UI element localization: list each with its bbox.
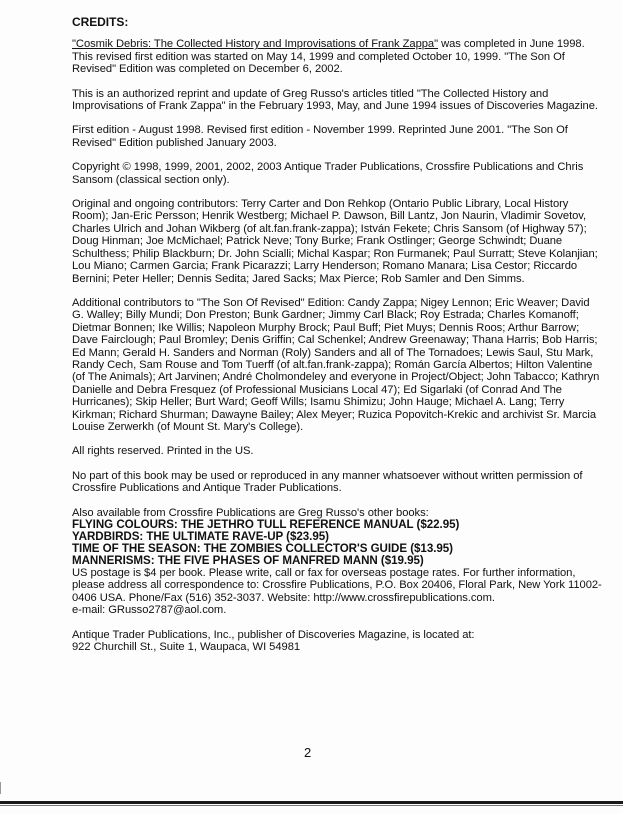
book-title: "Cosmik Debris: The Collected History and Improvisations of Frank Zappa" xyxy=(72,38,439,51)
credits-heading: CREDITS: xyxy=(72,15,129,29)
book-yardbirds: YARDBIRDS: THE ULTIMATE RAVE-UP ($23.95) xyxy=(72,530,329,543)
postage-info: US postage is $4 per book. Please write, call or fax for overseas postage rates. For further information, please address all correspondence to: Crossfire Publications, P.O. Box 20406, Floral Park, New York 11002-0406 USA. Phone/Fax (516) 352-3037. Website: http://www.crossfirepublications.com. xyxy=(72,567,602,604)
publisher-line: Antique Trader Publications, Inc., publisher of Discoveries Magazine, is located at: xyxy=(72,628,475,641)
rights-paragraph: All rights reserved. Printed in the US. xyxy=(72,445,254,458)
edition-paragraph: First edition - August 1998. Revised first edition - November 1999. Reprinted June 2001. "The Son Of Revised" Edition published January 2003. xyxy=(72,124,568,149)
credits-content xyxy=(72,16,602,665)
publisher-address: 922 Churchill St., Suite 1, Waupaca, WI 54981 xyxy=(72,641,301,654)
completion-paragraph xyxy=(72,38,602,75)
copyright-paragraph: Copyright © 1998, 1999, 2001, 2002, 2003 Antique Trader Publications, Crossfire Publications and Chris Sansom (classical section only). xyxy=(72,161,584,186)
book-jethro-tull: FLYING COLOURS: THE JETHRO TULL REFERENCE MANUAL ($22.95) xyxy=(72,518,460,531)
scan-edge-rule xyxy=(0,801,623,804)
additional-contributors-paragraph: Additional contributors to "The Son Of Revised" Edition: Candy Zappa; Nigey Lennon; Eric Weaver; David G. Walley; Billy Mundi; Don Preston; Bunk Gardner; Jimmy Carl Black; Roy Estrada; Charles Komanoff; Dietmar Bonnen; Ike Willis; Napoleon Murphy Brock; Paul Buff; Piet Muys; Dennis Roos; Arthur Barrow; Dave Fairclough; Paul Bromley; Denis Griffin; Cal Schenkel; Andrew Greenaway; Thana Harris; Bob Harris; Ed Mann; Gerald H. Sanders and Norman (Roly) Sanders and all of The Tornadoes; Lewis Saul, Stu Mark, Randy Cech, Sam Rouse and Tom Tuerff (of alt.fan.frank-zappa); Román García Albertos; Hilton Valentine (of The Animals); Art Jarvinen; André Cholmondeley and everyone in Project/Object; John Tabacco; Kathryn Danielle and Debra Fresquez (of Professional Musicians Local 47); Ed Sigarlaki (of Conrad And The Hurricanes); Skip Heller; Burt Ward; Geoff Wills; Isamu Shimizu; John Hauge; Michael A. Lang; Terry Kirkman; Richard Shurman; Dawayne Bailey; Alex Meyer; Ruzica Popovitch-Krekic and archivist Sr. Marcia Louise Zerwerkh (of Mount St. Mary's College). xyxy=(72,296,600,433)
other-books-paragraph xyxy=(72,507,602,617)
email-line: e-mail: GRusso2787@aol.com. xyxy=(72,604,227,617)
completion-text: was completed in June 1998. This revised first edition was started on May 14, 1999 and completed October 10, 1999. "The Son Of Revised" Edition was completed on December 6, 2002. xyxy=(72,38,585,76)
scan-margin-mark xyxy=(0,782,9,794)
reprint-paragraph: This is an authorized reprint and update of Greg Russo's articles titled "The Collected History and Improvisations of Frank Zappa" in the February 1993, May, and June 1994 issues of Discoveries Magazine. xyxy=(72,87,598,113)
permission-paragraph: No part of this book may be used or reproduced in any manner whatsoever without written permission of Crossfire Publications and Antique Trader Publications. xyxy=(72,469,583,495)
page-number: 2 xyxy=(304,745,312,760)
original-contributors-paragraph: Original and ongoing contributors: Terry Carter and Don Rehkop (Ontario Public Library, Local History Room); Jan-Eric Persson; Henrik Westberg; Michael P. Dawson, Bill Lantz, Jon Naurin, Vladimir Sovetov, Charles Ulrich and Johan Wikberg (of alt.fan.frank-zappa); István Fekete; Chris Sansom (of Highway 57); Doug Hinman; Joe McMichael; Patrick Neve; Tony Burke; Frank Ostlinger; George Schwindt; Duane Schulthess; Philip Blackburn; Dr. John Scialli; Michal Kaspar; Ron Furmanek; Paul Surratt; Steve Kolanjian; Lou Miano; Carmen Garcia; Frank Picarazzi; Larry Henderson; Romano Manara; Lisa Cestor; Riccardo Bernini; Peter Heller; Dennis Sedita; Jared Sacks; Max Pierce; Rob Samler and Den Simms. xyxy=(72,198,598,285)
book-manfred-mann: MANNERISMS: THE FIVE PHASES OF MANFRED MANN ($19.95) xyxy=(72,554,424,567)
publisher-paragraph xyxy=(72,629,602,654)
other-books-intro: Also available from Crossfire Publications are Greg Russo's other books: xyxy=(72,506,429,519)
scan-edge-rule-thin xyxy=(0,805,623,806)
book-zombies: TIME OF THE SEASON: THE ZOMBIES COLLECTOR'S GUIDE ($13.95) xyxy=(72,542,453,555)
